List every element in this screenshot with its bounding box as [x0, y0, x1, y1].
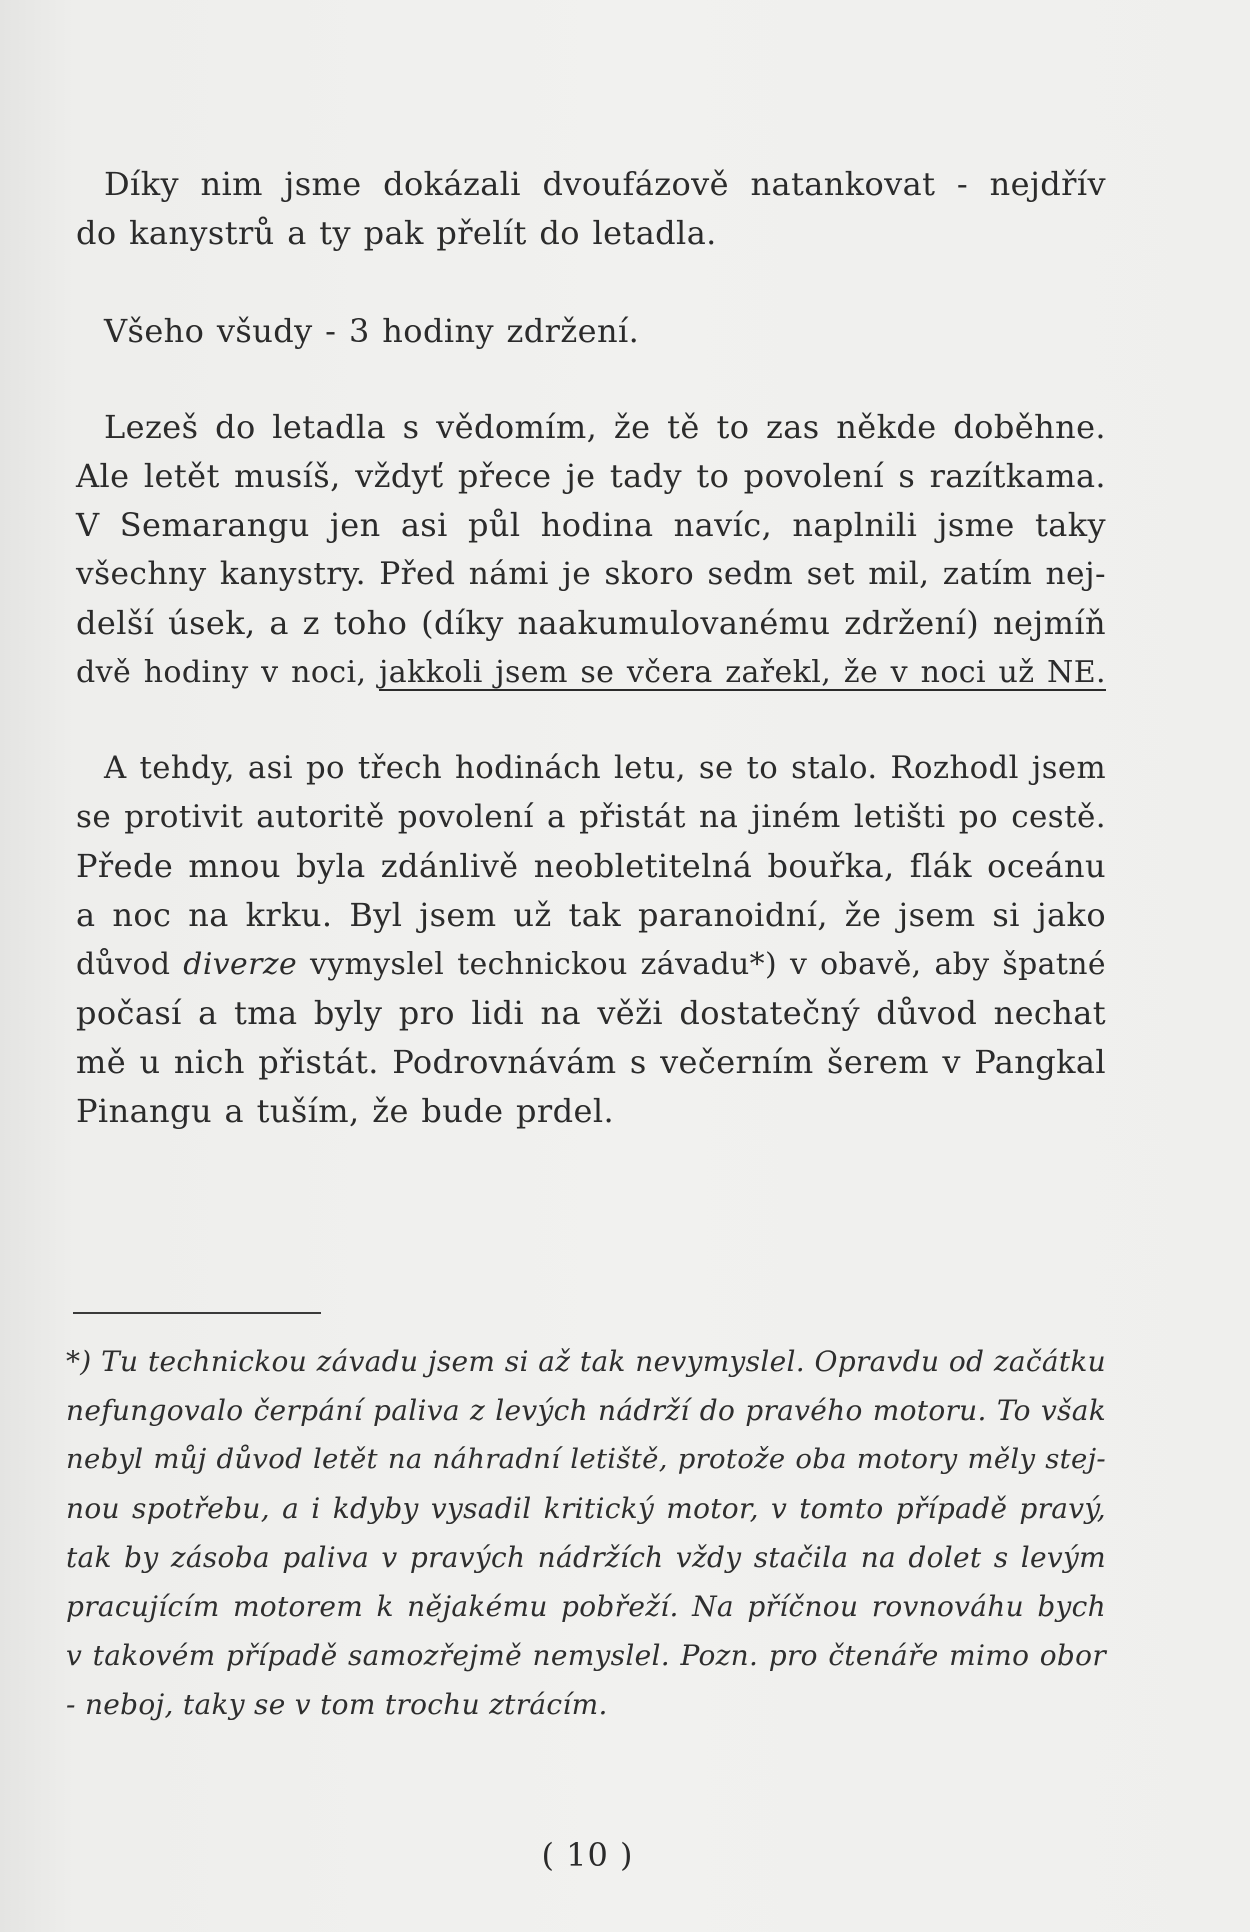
underlined-text: jakkoli jsem se včera zařekl, že v noci už NE. [379, 655, 1106, 690]
footnote-line: tak by zásoba paliva v pravých nádržích vždy stačila na dolet s levým [66, 1541, 1106, 1574]
text-segment: vymyslel technickou závadu*) v obavě, aby špatné [297, 947, 1107, 982]
text-line: V Semarangu jen asi půl hodina navíc, naplnili jsme taky [76, 506, 1106, 544]
footnote [66, 1337, 1106, 1729]
footnote-line: pracujícím motorem k nějakému pobřeží. Na příčnou rovnováhu bych [66, 1590, 1106, 1623]
italic-term: diverze [183, 947, 298, 982]
text-segment: dvě hodiny v noci, [76, 655, 380, 690]
text-line [76, 648, 1106, 697]
paragraph-diversion [76, 744, 1106, 1136]
footnote-divider [73, 1312, 321, 1314]
text-line: Přede mnou byla zdánlivě neobletitelná bouřka, flák oceánu [76, 847, 1106, 885]
text-line: počasí a tma byly pro lidi na věži dostatečný důvod nechat [76, 994, 1106, 1032]
text-line [76, 940, 1106, 989]
paragraph-delay [76, 307, 1106, 356]
text-line: se protivit autoritě povolení a přistát na jiném letišti po cestě. [76, 799, 1106, 835]
footnote-line: nefungovalo čerpání paliva z levých nádrží do pravého motoru. To však [66, 1394, 1106, 1427]
text-line: Všeho všudy - 3 hodiny zdržení. [104, 312, 640, 350]
text-line: všechny kanystry. Před námi je skoro sedm set mil, zatím nej- [76, 556, 1106, 592]
text-line: a noc na krku. Byl jsem už tak paranoidní, že jsem si jako [76, 896, 1106, 934]
text-line: Lezeš do letadla s vědomím, že tě to zas někde doběhne. [104, 408, 1106, 446]
text-line: do kanystrů a ty pak přelít do letadla. [76, 214, 717, 252]
text-line: delší úsek, a z toho (díky naakumulovanému zdržení) nejmíň [76, 604, 1106, 642]
page-number: ( 10 ) [541, 1836, 634, 1874]
text-line: Díky nim jsme dokázali dvoufázově natankovat - nejdřív [104, 165, 1106, 203]
footnote-line: - neboj, taky se v tom trochu ztrácím. [66, 1688, 608, 1721]
text-line: Pinangu a tuším, že bude prdel. [76, 1092, 615, 1130]
paragraph-departure [76, 403, 1106, 697]
footnote-line: v takovém případě samozřejmě nemyslel. Pozn. pro čtenáře mimo obor [66, 1639, 1106, 1672]
footnote-line: nebyl můj důvod letět na náhradní letiště, protože oba motory měly stej- [66, 1443, 1106, 1475]
text-line: Ale letět musíš, vždyť přece je tady to povolení s razítkama. [76, 457, 1106, 495]
paragraph-refueling [76, 160, 1106, 258]
text-segment: důvod [76, 947, 184, 982]
footnote-line: nou spotřebu, a i kdyby vysadil kritický motor, v tomto případě pravý, [66, 1492, 1106, 1525]
text-line: A tehdy, asi po třech hodinách letu, se to stalo. Rozhodl jsem [104, 750, 1106, 786]
footnote-line: *) Tu technickou závadu jsem si až tak nevymyslel. Opravdu od začátku [66, 1345, 1106, 1378]
text-line: mě u nich přistát. Podrovnávám s večerním šerem v Pangkal [76, 1043, 1106, 1081]
